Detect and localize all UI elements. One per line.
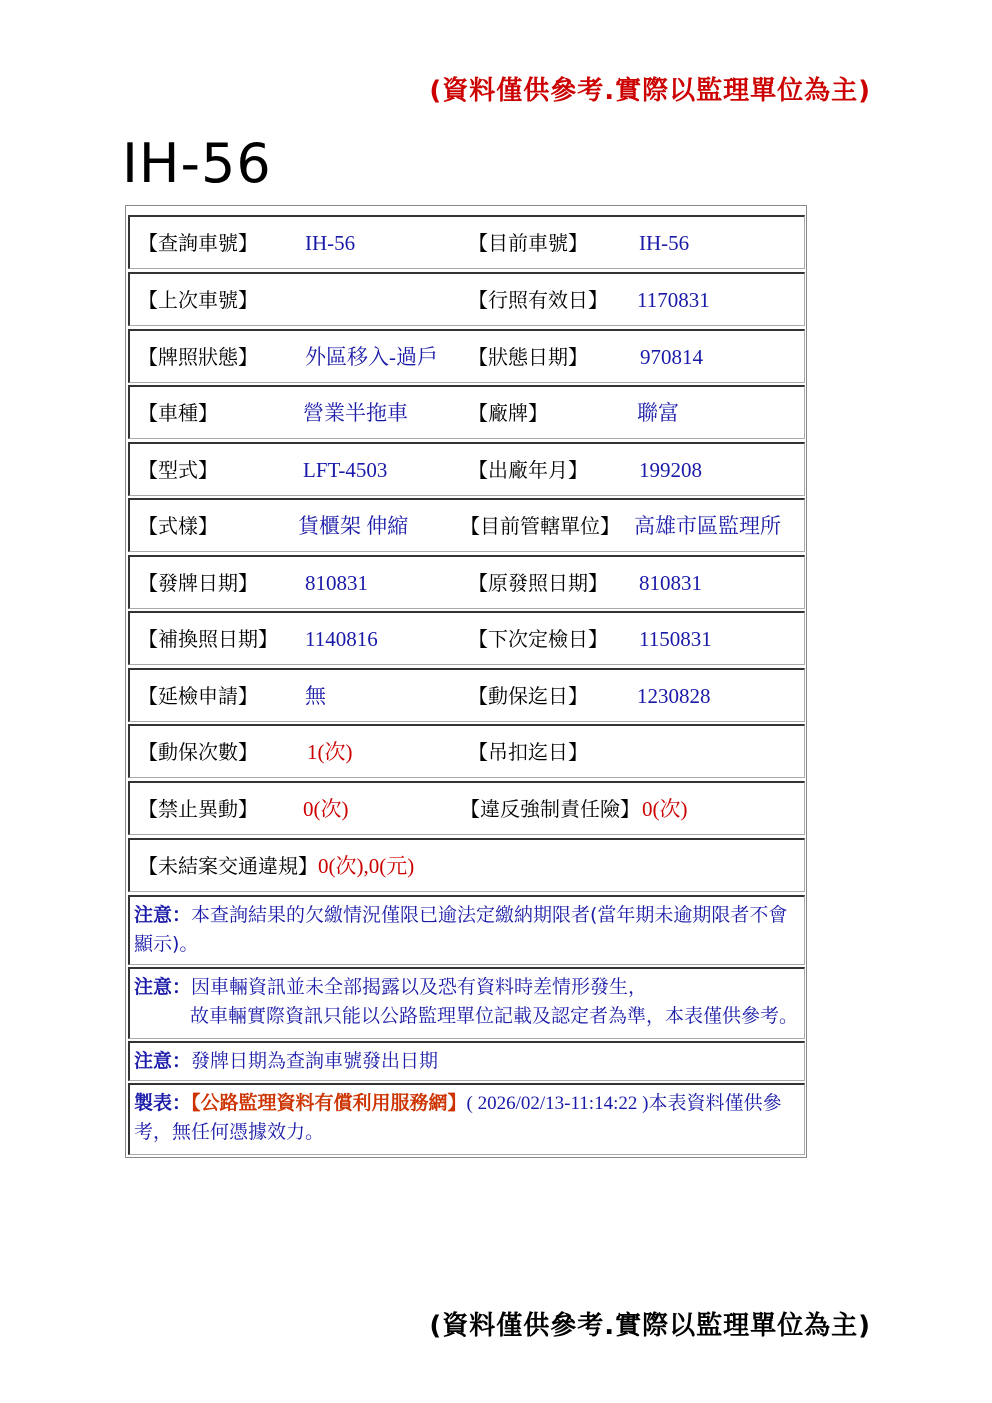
note-head: 注意： xyxy=(134,976,192,998)
note-issue-date xyxy=(128,1041,805,1081)
label-current-plate: 【目前車號】 xyxy=(468,231,588,255)
table-row xyxy=(128,668,805,722)
value-style: 貨櫃架 伸縮 xyxy=(298,514,409,538)
note-arrears xyxy=(128,895,805,965)
produced-by-time: ( 2026/02/13-11:14:22 ) xyxy=(466,1093,649,1114)
value-next-inspection-date: 1150831 xyxy=(639,627,712,651)
label-manufacture-date: 【出廠年月】 xyxy=(468,458,588,482)
label-previous-plate: 【上次車號】 xyxy=(138,288,258,312)
label-style: 【式樣】 xyxy=(138,514,218,538)
label-plate-issue-date: 【發牌日期】 xyxy=(138,571,258,595)
value-jurisdiction: 高雄市區監理所 xyxy=(634,514,781,538)
value-insurance-violation: 0(次) xyxy=(642,797,688,821)
value-chattel-mortgage-end: 1230828 xyxy=(637,684,711,708)
value-plate-issue-date: 810831 xyxy=(305,571,368,595)
note-head: 注意： xyxy=(134,1050,192,1072)
table-row xyxy=(128,611,805,665)
label-chattel-mortgage-count: 【動保次數】 xyxy=(138,740,258,764)
disclaimer-top: (資料僅供參考.實際以監理單位為主) xyxy=(429,76,871,106)
value-manufacture-date: 199208 xyxy=(639,458,702,482)
produced-by-tail: 本表資料僅供參考，無任何憑據效力。 xyxy=(134,1092,782,1143)
value-plate-status: 外區移入-過戶 xyxy=(305,345,438,369)
table-row xyxy=(128,442,805,496)
table-row xyxy=(128,838,805,892)
label-status-date: 【狀態日期】 xyxy=(468,345,588,369)
value-status-date: 970814 xyxy=(640,345,703,369)
table-row xyxy=(128,555,805,609)
value-original-license-date: 810831 xyxy=(639,571,702,595)
value-query-plate: IH-56 xyxy=(305,231,356,255)
value-reissue-date: 1140816 xyxy=(305,627,378,651)
label-transfer-ban: 【禁止異動】 xyxy=(138,797,258,821)
label-plate-status: 【牌照狀態】 xyxy=(138,345,258,369)
note-arrears-text: 本查詢結果的欠繳情況僅限已逾法定繳納期限者(當年期未逾期限者不會顯示)。 xyxy=(134,904,788,955)
value-inspection-extension: 無 xyxy=(305,684,326,708)
label-vehicle-type: 【車種】 xyxy=(138,401,218,425)
value-license-valid-date: 1170831 xyxy=(637,288,710,312)
disclaimer-bottom: (資料僅供參考.實際以監理單位為主) xyxy=(429,1311,871,1341)
label-suspension-end: 【吊扣迄日】 xyxy=(468,740,588,764)
note-issue-date-text: 發牌日期為查詢車號發出日期 xyxy=(191,1050,439,1072)
label-insurance-violation: 【違反強制責任險】 xyxy=(460,797,640,821)
table-row xyxy=(128,385,805,439)
note-disclosure xyxy=(128,967,805,1039)
value-unsettled-violations: 0(次),0(元) xyxy=(318,854,415,878)
note-head: 注意： xyxy=(134,904,192,926)
table-row xyxy=(128,215,805,269)
label-license-valid-date: 【行照有效日】 xyxy=(468,288,608,312)
produced-by-source: 【公路監理資料有償利用服務網】 xyxy=(191,1092,467,1114)
produced-by-head: 製表： xyxy=(134,1092,192,1114)
label-chattel-mortgage-end: 【動保迄日】 xyxy=(468,684,588,708)
value-vehicle-type: 營業半拖車 xyxy=(303,401,408,425)
label-jurisdiction: 【目前管轄單位】 xyxy=(460,514,620,538)
label-next-inspection-date: 【下次定檢日】 xyxy=(468,627,608,651)
label-unsettled-violations: 【未結案交通違規】 xyxy=(138,854,318,878)
value-model: LFT-4503 xyxy=(303,458,388,482)
value-brand: 聯富 xyxy=(637,401,679,425)
table-row xyxy=(128,329,805,383)
note-disclosure-line2: 故車輛實際資訊只能以公路監理單位記載及認定者為準，本表僅供參考。 xyxy=(190,1005,799,1027)
table-row xyxy=(128,781,805,835)
table-row xyxy=(128,498,805,552)
value-chattel-mortgage-count: 1(次) xyxy=(307,740,353,764)
label-query-plate: 【查詢車號】 xyxy=(138,231,258,255)
plate-title: IH-56 xyxy=(122,132,272,195)
value-transfer-ban: 0(次) xyxy=(303,797,349,821)
label-model: 【型式】 xyxy=(138,458,218,482)
table-row xyxy=(128,272,805,326)
table-row xyxy=(128,724,805,778)
note-produced-by xyxy=(128,1083,805,1155)
label-reissue-date: 【補換照日期】 xyxy=(138,627,278,651)
value-current-plate: IH-56 xyxy=(639,231,690,255)
label-inspection-extension: 【延檢申請】 xyxy=(138,684,258,708)
label-brand: 【廠牌】 xyxy=(468,401,548,425)
note-disclosure-line1: 因車輛資訊並未全部揭露以及恐有資料時差情形發生， xyxy=(191,976,648,998)
label-original-license-date: 【原發照日期】 xyxy=(468,571,608,595)
